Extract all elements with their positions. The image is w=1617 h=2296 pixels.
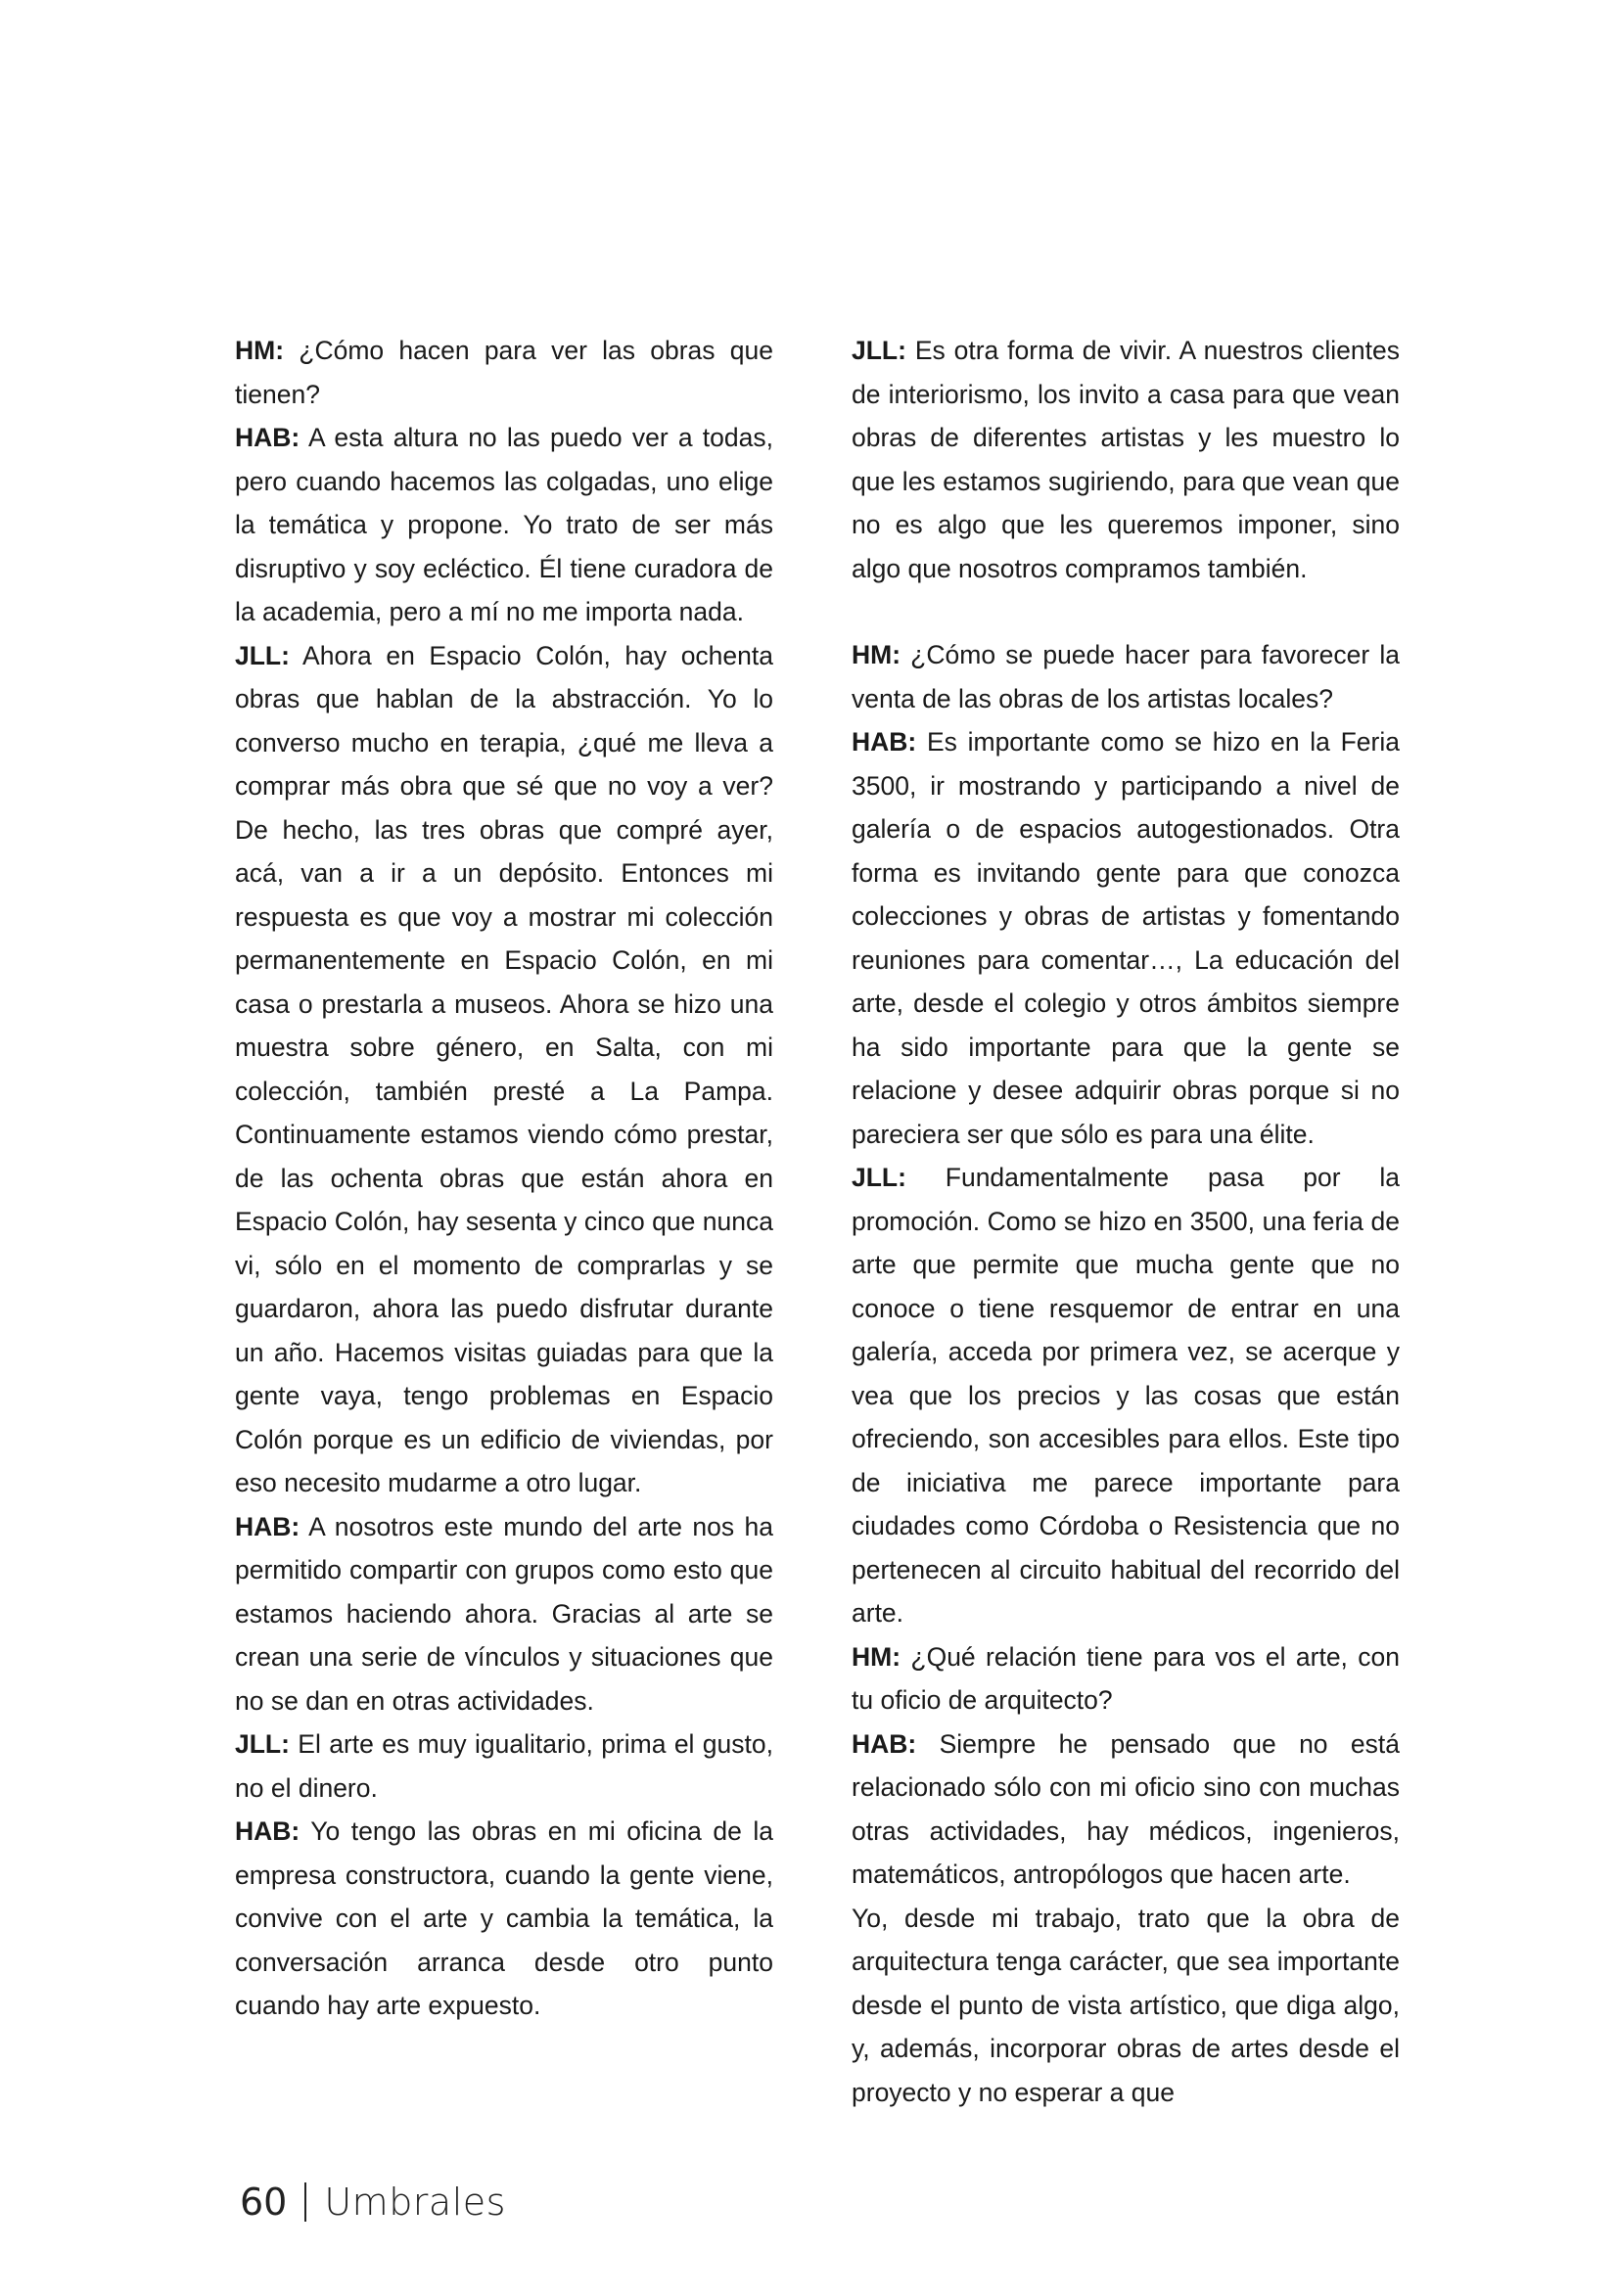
paragraph-text: A nosotros este mundo del arte nos ha permitido compartir con grupos como esto que estamos haciendo ahora. Gracias al arte se crean una serie de vínculos y situaciones que no se dan en otras actividades. xyxy=(235,1511,773,1716)
paragraph xyxy=(852,1897,1400,2115)
speaker-label: HM: xyxy=(852,640,901,669)
paragraph-text: Es importante como se hizo en la Feria 3500, ir mostrando y participando a nivel de galería o de espacios autogestionados. Otra forma es invitando gente para que conozca colecciones y obras de artistas y fomentando reuniones para comentar…, La educación del arte, desde el colegio y otros ámbitos siempre ha sido importante para que la gente se relacione y desee adquirir obras porque si no pareciera ser que sólo es para una élite. xyxy=(852,727,1400,1149)
speaker-label: HAB: xyxy=(852,1728,917,1759)
paragraph xyxy=(852,1722,1400,1897)
magazine-title: Umbrales xyxy=(324,2181,506,2224)
paragraph-text: ¿Cómo hacen para ver las obras que tienen? xyxy=(235,336,773,409)
paragraph xyxy=(852,329,1400,590)
page-footer xyxy=(240,2181,506,2224)
speaker-label: JLL: xyxy=(852,1163,906,1192)
paragraph xyxy=(235,329,773,416)
speaker-label: HAB: xyxy=(235,1511,300,1541)
right-column xyxy=(852,329,1400,2114)
paragraph xyxy=(852,720,1400,1156)
speaker-label: HAB: xyxy=(235,1816,300,1846)
paragraph xyxy=(235,1722,773,1810)
paragraph xyxy=(235,1505,773,1723)
page-number: 60 xyxy=(240,2181,288,2224)
paragraph-gap xyxy=(852,590,1400,633)
paragraph-text: Siempre he pensado que no está relacionado sólo con mi oficio sino con muchas otras actividades, hay médicos, ingenieros, matemáticos, antropólogos que hacen arte. xyxy=(852,1728,1400,1889)
footer-divider xyxy=(304,2182,306,2222)
paragraph xyxy=(235,416,773,634)
speaker-label: JLL: xyxy=(235,1729,290,1759)
paragraph-text: Ahora en Espacio Colón, hay ochenta obras que hablan de la abstracción. Yo lo converso mucho en terapia, ¿qué me lleva a comprar más obra que sé que no voy a ver? De hecho, las tres obras que compré ayer, acá, van a ir a un depósito. Entonces mi respuesta es que voy a mostrar mi colección permanentemente en Espacio Colón, en mi casa o prestarla a museos. Ahora se hizo una muestra sobre género, en Salta, con mi colección, también presté a La Pampa. Continuamente estamos viendo cómo prestar, de las ochenta obras que están ahora en Espacio Colón, hay sesenta y cinco que nunca vi, sólo en el momento de comprarlas y se guardaron, ahora las puedo disfrutar durante un año. Hacemos visitas guiadas para que la gente vaya, tengo problemas en Espacio Colón porque es un edificio de viviendas, por eso necesito mudarme a otro lugar. xyxy=(235,640,773,1497)
speaker-label: HM: xyxy=(235,336,285,365)
paragraph-text: A esta altura no las puedo ver a todas, pero cuando hacemos las colgadas, uno elige la temática y propone. Yo trato de ser más disruptivo y soy ecléctico. Él tiene curadora de la academia, pero a mí no me importa nada. xyxy=(235,423,773,626)
paragraph xyxy=(235,634,773,1505)
paragraph-text: El arte es muy igualitario, prima el gusto, no el dinero. xyxy=(235,1729,773,1803)
paragraph-text: Yo, desde mi trabajo, trato que la obra de arquitectura tenga carácter, que sea importante desde el punto de vista artístico, que diga algo, y, además, incorporar obras de artes desde el proyecto y no esperar a que xyxy=(852,1903,1400,2107)
speaker-label: HM: xyxy=(852,1641,901,1672)
paragraph-text: ¿Qué relación tiene para vos el arte, con tu oficio de arquitecto? xyxy=(852,1641,1400,1715)
paragraph-text: ¿Cómo se puede hacer para favorecer la venta de las obras de los artistas locales? xyxy=(852,640,1400,713)
paragraph-text: Es otra forma de vivir. A nuestros clientes de interiorismo, los invito a casa para que vean obras de diferentes artistas y les muestro lo que les estamos sugiriendo, para que vean que no es algo que les queremos imponer, sino algo que nosotros compramos también. xyxy=(852,336,1400,583)
speaker-label: HAB: xyxy=(235,423,300,452)
paragraph xyxy=(852,633,1400,720)
paragraph xyxy=(235,1810,773,2028)
speaker-label: HAB: xyxy=(852,727,917,757)
speaker-label: JLL: xyxy=(235,640,290,670)
paragraph-text: Fundamentalmente pasa por la promoción. Como se hizo en 3500, una feria de arte que permite que mucha gente que no conoce o tiene resquemor de entrar en una galería, acceda por primera vez, se acerque y vea que los precios y las cosas que están ofreciendo, son accesibles para ellos. Este tipo de iniciativa me parece importante para ciudades como Córdoba o Resistencia que no pertenecen al circuito habitual del recorrido del arte. xyxy=(852,1163,1400,1628)
left-column xyxy=(235,329,773,2028)
paragraph xyxy=(852,1635,1400,1722)
speaker-label: JLL: xyxy=(852,336,906,365)
paragraph-text: Yo tengo las obras en mi oficina de la empresa constructora, cuando la gente viene, convive con el arte y cambia la temática, la conversación arranca desde otro punto cuando hay arte expuesto. xyxy=(235,1816,773,2020)
paragraph xyxy=(852,1156,1400,1635)
